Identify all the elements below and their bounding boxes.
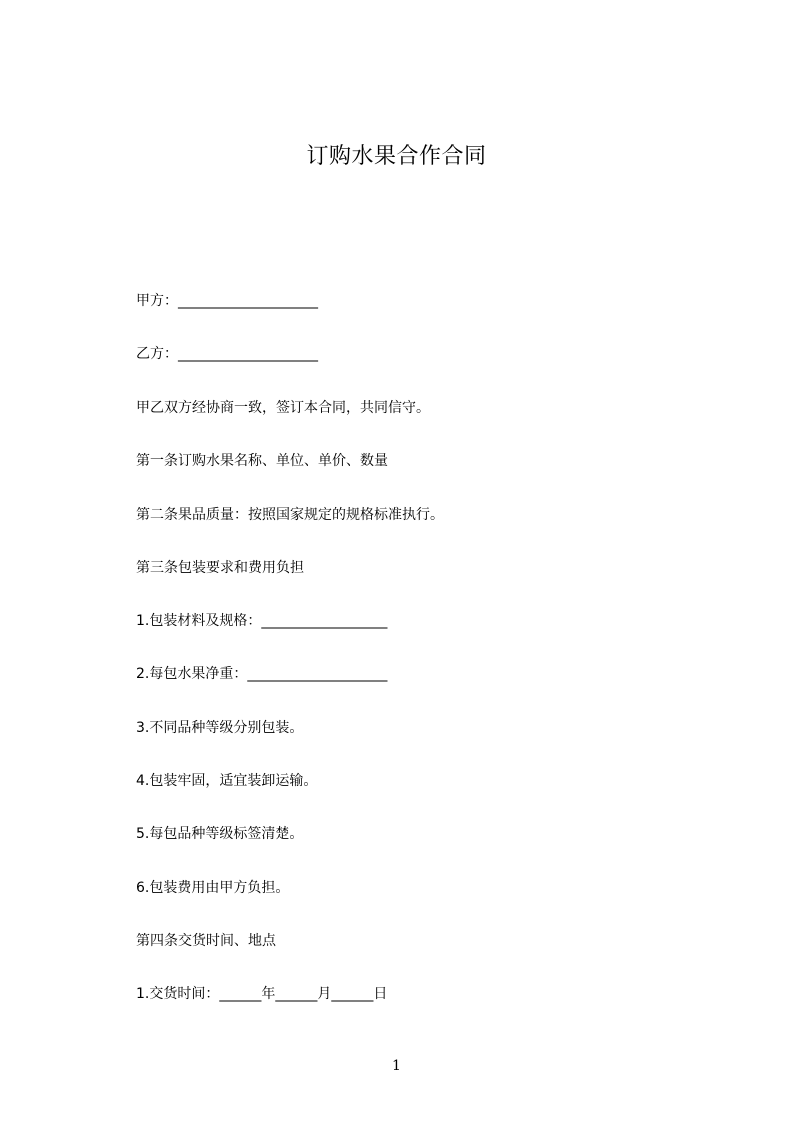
article-3-item-2: 2.每包水果净重：____________________: [136, 666, 388, 682]
article-3-item-6: 6.包装费用由甲方负担。: [136, 880, 290, 896]
article-3-item-4: 4.包装牢固，适宜装卸运输。: [136, 773, 318, 789]
article-3-item-3: 3.不同品种等级分别包装。: [136, 720, 304, 736]
article-4-heading: 第四条交货时间、地点: [136, 933, 276, 949]
document-title: 订购水果合作合同: [306, 144, 487, 169]
article-2-paragraph: 第二条果品质量：按照国家规定的规格标准执行。: [136, 507, 444, 523]
article-3-item-5: 5.每包品种等级标签清楚。: [136, 826, 304, 842]
article-1-heading: 第一条订购水果名称、单位、单价、数量: [136, 453, 388, 469]
article-3-item-1: 1.包装材料及规格：__________________: [136, 613, 388, 629]
party-b-line: 乙方：____________________: [136, 346, 318, 362]
intro-paragraph: 甲乙双方经协商一致，签订本合同，共同信守。: [136, 400, 430, 416]
article-3-heading: 第三条包装要求和费用负担: [136, 560, 304, 576]
article-4-item-1: 1.交货时间：______年______月______日: [136, 986, 388, 1002]
page-number: 1: [392, 1058, 401, 1074]
party-a-line: 甲方：____________________: [136, 293, 318, 309]
